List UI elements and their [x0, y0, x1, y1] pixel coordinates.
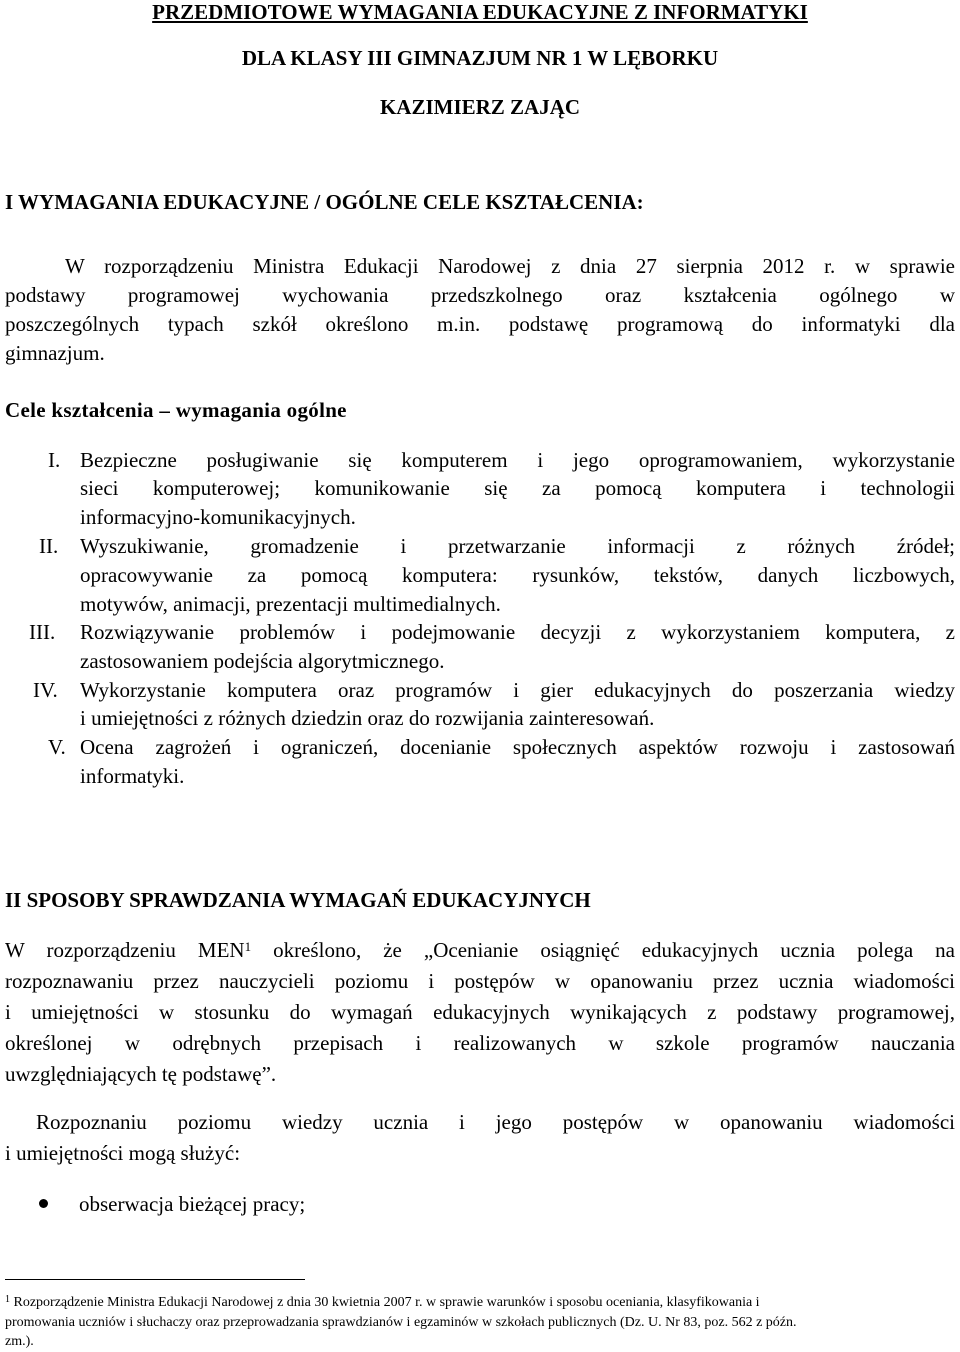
goals-subheading: Cele kształcenia – wymagania ogólne [5, 398, 347, 422]
goal-text-line: zastosowaniem podejścia algorytmicznego. [80, 649, 445, 673]
section-2-para-2-line: i umiejętności mogą służyć: [5, 1141, 241, 1165]
goal-text-line: informacyjno-komunikacyjnych. [80, 505, 356, 529]
para-1-text-a: W rozporządzeniu MEN [5, 938, 245, 962]
section-2-para-1-line: określonej w odrębnych przepisach i realizowanych w szkole programów nauczania [5, 1031, 955, 1055]
goal-number: II. [39, 534, 59, 558]
section-2-para-1-line [5, 938, 955, 962]
section-1-intro-line: W rozporządzeniu Ministra Edukacji Narodowej z dnia 27 sierpnia 2012 r. w sprawie [65, 254, 955, 278]
goal-text-line: Bezpieczne posługiwanie się komputerem i jego oprogramowaniem, wykorzystanie [80, 448, 955, 472]
goal-number: IV. [33, 678, 58, 702]
section-2-para-2-line: Rozpoznaniu poziomu wiedzy ucznia i jego postępów w opanowaniu wiadomości [36, 1110, 955, 1134]
goal-number: I. [48, 448, 61, 472]
footnote-line: zm.). [5, 1334, 34, 1349]
section-2-para-1-line: i umiejętności w stosunku do wymagań edukacyjnych wynikających z podstawy programowej, [5, 1000, 955, 1024]
goal-number: V. [48, 735, 66, 759]
goal-text-line: informatyki. [80, 764, 185, 788]
goal-text-line: Ocena zagrożeń i ograniczeń, docenianie społecznych aspektów rozwoju i zastosowań [80, 735, 955, 759]
para-1-text-b: określono, że „Ocenianie osiągnięć edukacyjnych ucznia polega na [251, 938, 955, 962]
document-title-line-2: DLA KLASY III GIMNAZJUM NR 1 W LĘBORKU [241, 46, 719, 70]
goal-text-line: i umiejętności z różnych dziedzin oraz do rozwijania zainteresowań. [80, 706, 655, 730]
footnote-text: Rozporządzenie Ministra Edukacji Narodowej z dnia 30 kwietnia 2007 r. w sprawie warunków i sposobu oceniania, klasyfikowania i [10, 1295, 760, 1310]
section-1-heading: I WYMAGANIA EDUKACYJNE / OGÓLNE CELE KSZTAŁCENIA: [5, 190, 644, 214]
footnote-line: promowania uczniów i słuchaczy oraz przeprowadzania sprawdzianów i egzaminów w szkołach publicznych (Dz. U. Nr 83, poz. 562 z późn. [5, 1315, 797, 1330]
document-title-line-1: PRZEDMIOTOWE WYMAGANIA EDUKACYJNE Z INFORMATYKI [152, 0, 808, 24]
section-2-para-1-line: uwzględniających tę podstawę”. [5, 1062, 277, 1086]
goal-text-line: opracowywanie za pomocą komputera: rysunków, tekstów, danych liczbowych, [80, 563, 955, 587]
bullet-icon [39, 1199, 48, 1208]
goal-text-line: Wykorzystanie komputera oraz programów i gier edukacyjnych do poszerzania wiedzy [80, 678, 955, 702]
goal-text-line: motywów, animacji, prezentacji multimedialnych. [80, 592, 501, 616]
goal-text-line: Rozwiązywanie problemów i podejmowanie decyzji z wykorzystaniem komputera, z [80, 620, 955, 644]
section-1-intro-line: podstawy programowej wychowania przedszkolnego oraz kształcenia ogólnego w [5, 283, 955, 307]
footnote-divider [5, 1279, 305, 1280]
footnote-line [5, 1293, 760, 1314]
goal-text-line: Wyszukiwanie, gromadzenie i przetwarzanie informacji z różnych źródeł; [80, 534, 955, 558]
footnote-reference: 1 [244, 939, 252, 954]
goal-number: III. [29, 620, 56, 644]
goal-text-line: sieci komputerowej; komunikowanie się za pomocą komputera i technologii [80, 476, 955, 500]
section-1-intro-line: gimnazjum. [5, 341, 105, 365]
section-1-intro-line: poszczególnych typach szkół określono m.in. podstawę programową do informatyki dla [5, 312, 955, 336]
section-2-para-1-line: rozpoznawaniu przez nauczycieli poziomu i postępów w opanowaniu przez ucznia wiadomości [5, 969, 955, 993]
list-item: obserwacja bieżącej pracy; [79, 1192, 306, 1216]
section-2-heading: II SPOSOBY SPRAWDZANIA WYMAGAŃ EDUKACYJNYCH [5, 888, 591, 912]
document-author: KAZIMIERZ ZAJĄC [379, 95, 581, 119]
footnote-marker: 1 [5, 1294, 10, 1305]
